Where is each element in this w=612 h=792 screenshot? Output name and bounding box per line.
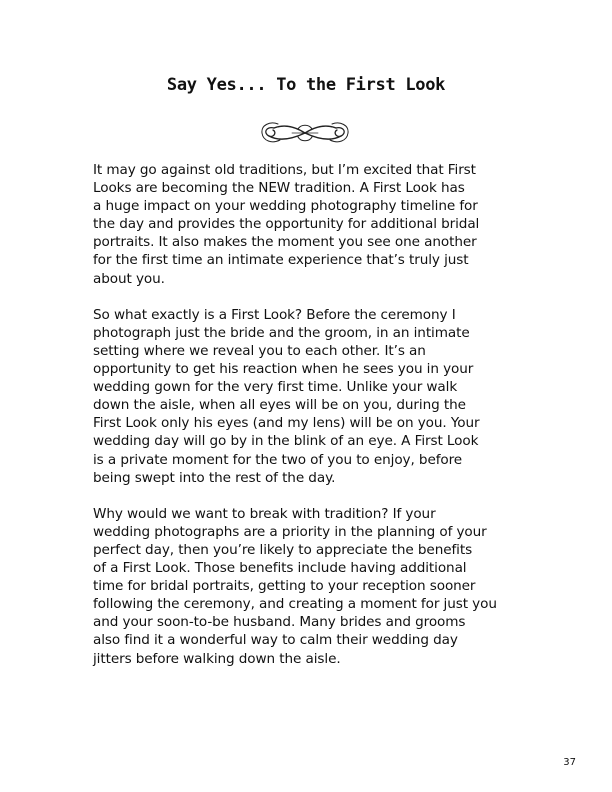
paragraph: Why would we want to break with tradition? If your wedding photographs are a priority in the planning of your perfect day, then you’re likely to appreciate the benefits of a First Look. Those benefits include having additional time for bridal portraits, getting to your reception sooner following the ceremony, and creating a moment for just you and your soon-to-be husband. Many brides and grooms also find it a wonderful way to calm their wedding day jitters before walking down the aisle. [93, 505, 497, 667]
paragraph: So what exactly is a First Look? Before the ceremony I photograph just the bride and the groom, in an intimate setting where we reveal you to each other. It’s an opportunity to get his reaction when he sees you in your wedding gown for the very first time. Unlike your walk down the aisle, when all eyes will be on you, during the First Look only his eyes (and my lens) will be on you. Your wedding day will go by in the blink of an eye. A First Look is a private moment for the two of you to enjoy, before being swept into the rest of the day. [93, 306, 480, 486]
page-title: Say Yes... To the First Look [166, 75, 446, 95]
page-number: 37 [563, 757, 576, 768]
scroll-flourish-icon [258, 115, 352, 151]
paragraph: It may go against old traditions, but I’m excited that First Looks are becoming the NEW tradition. A First Look has a huge impact on your wedding photography timeline for the day and provides the opportunity for additional bridal portraits. It also makes the moment you see one another for the first time an intimate experience that’s truly just about you. [93, 162, 480, 287]
body-text [93, 161, 523, 686]
